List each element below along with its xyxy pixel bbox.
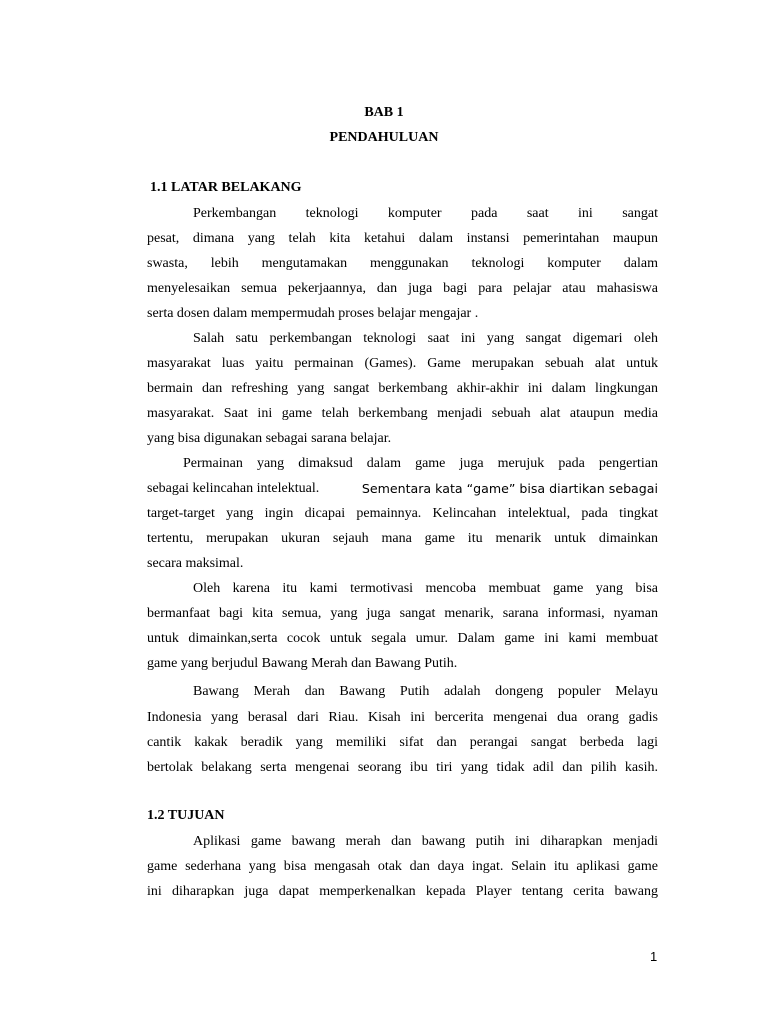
paragraph-fragment: sebagai kelincahan intelektual. xyxy=(147,481,320,496)
paragraph-line: Salah satu perkembangan teknologi saat ini yang sangat digemari oleh xyxy=(193,331,658,346)
paragraph-line: tertentu, merupakan ukuran sejauh mana game itu menarik untuk dimainkan xyxy=(147,531,658,546)
paragraph-line: bermanfaat bagi kita semua, yang juga sangat menarik, sarana informasi, nyaman xyxy=(147,606,658,621)
section-heading-tujuan: 1.2 TUJUAN xyxy=(147,808,225,823)
paragraph-line: Oleh karena itu kami termotivasi mencoba membuat game yang bisa xyxy=(193,581,658,596)
paragraph-line: game yang berjudul Bawang Merah dan Bawang Putih. xyxy=(147,656,458,671)
paragraph-line: serta dosen dalam mempermudah proses belajar mengajar . xyxy=(147,306,479,321)
paragraph-line: ini diharapkan juga dapat memperkenalkan kepada Player tentang cerita bawang xyxy=(147,884,658,899)
paragraph-line: swasta, lebih mengutamakan menggunakan teknologi komputer dalam xyxy=(147,256,658,271)
paragraph-line: Indonesia yang berasal dari Riau. Kisah ini bercerita mengenai dua orang gadis xyxy=(147,710,658,725)
paragraph-line: Bawang Merah dan Bawang Putih adalah dongeng populer Melayu xyxy=(193,684,658,699)
paragraph-line: Perkembangan teknologi komputer pada saat ini sangat xyxy=(193,206,658,221)
paragraph-line: menyelesaikan semua pekerjaannya, dan juga bagi para pelajar atau mahasiswa xyxy=(147,281,658,296)
paragraph-line: masyarakat luas yaitu permainan (Games). Game merupakan sebuah alat untuk xyxy=(147,356,658,371)
paragraph-line: bermain dan refreshing yang sangat berkembang akhir-akhir ini dalam lingkungan xyxy=(147,381,658,396)
paragraph-fragment-sans: Sementara kata “game” bisa diartikan sebagai xyxy=(361,481,658,496)
section-heading-latar-belakang: 1.1 LATAR BELAKANG xyxy=(150,180,302,195)
paragraph-line: target-target yang ingin dicapai pemainnya. Kelincahan intelektual, pada tingkat xyxy=(147,506,658,521)
paragraph-line: bertolak belakang serta mengenai seorang ibu tiri yang tidak adil dan pilih kasih. xyxy=(147,760,658,775)
chapter-number: BAB 1 xyxy=(364,105,404,120)
paragraph-line: Permainan yang dimaksud dalam game juga merujuk pada pengertian xyxy=(183,456,658,471)
page-number: 1 xyxy=(650,949,658,964)
paragraph-line-mixed-font xyxy=(147,480,658,498)
paragraph-line: yang bisa digunakan sebagai sarana belajar. xyxy=(147,431,392,446)
paragraph-line: pesat, dimana yang telah kita ketahui dalam instansi pemerintahan maupun xyxy=(147,231,658,246)
paragraph-line: secara maksimal. xyxy=(147,556,244,571)
paragraph-line: game sederhana yang bisa mengasah otak dan daya ingat. Selain itu aplikasi game xyxy=(147,859,658,874)
paragraph-line: cantik kakak beradik yang memiliki sifat dan perangai sangat berbeda lagi xyxy=(147,735,658,750)
paragraph-line: untuk dimainkan,serta cocok untuk segala umur. Dalam game ini kami membuat xyxy=(147,631,658,646)
chapter-title: PENDAHULUAN xyxy=(329,130,439,145)
paragraph-line: Aplikasi game bawang merah dan bawang putih ini diharapkan menjadi xyxy=(193,834,658,849)
paragraph-line: masyarakat. Saat ini game telah berkembang menjadi sebuah alat ataupun media xyxy=(147,406,658,421)
